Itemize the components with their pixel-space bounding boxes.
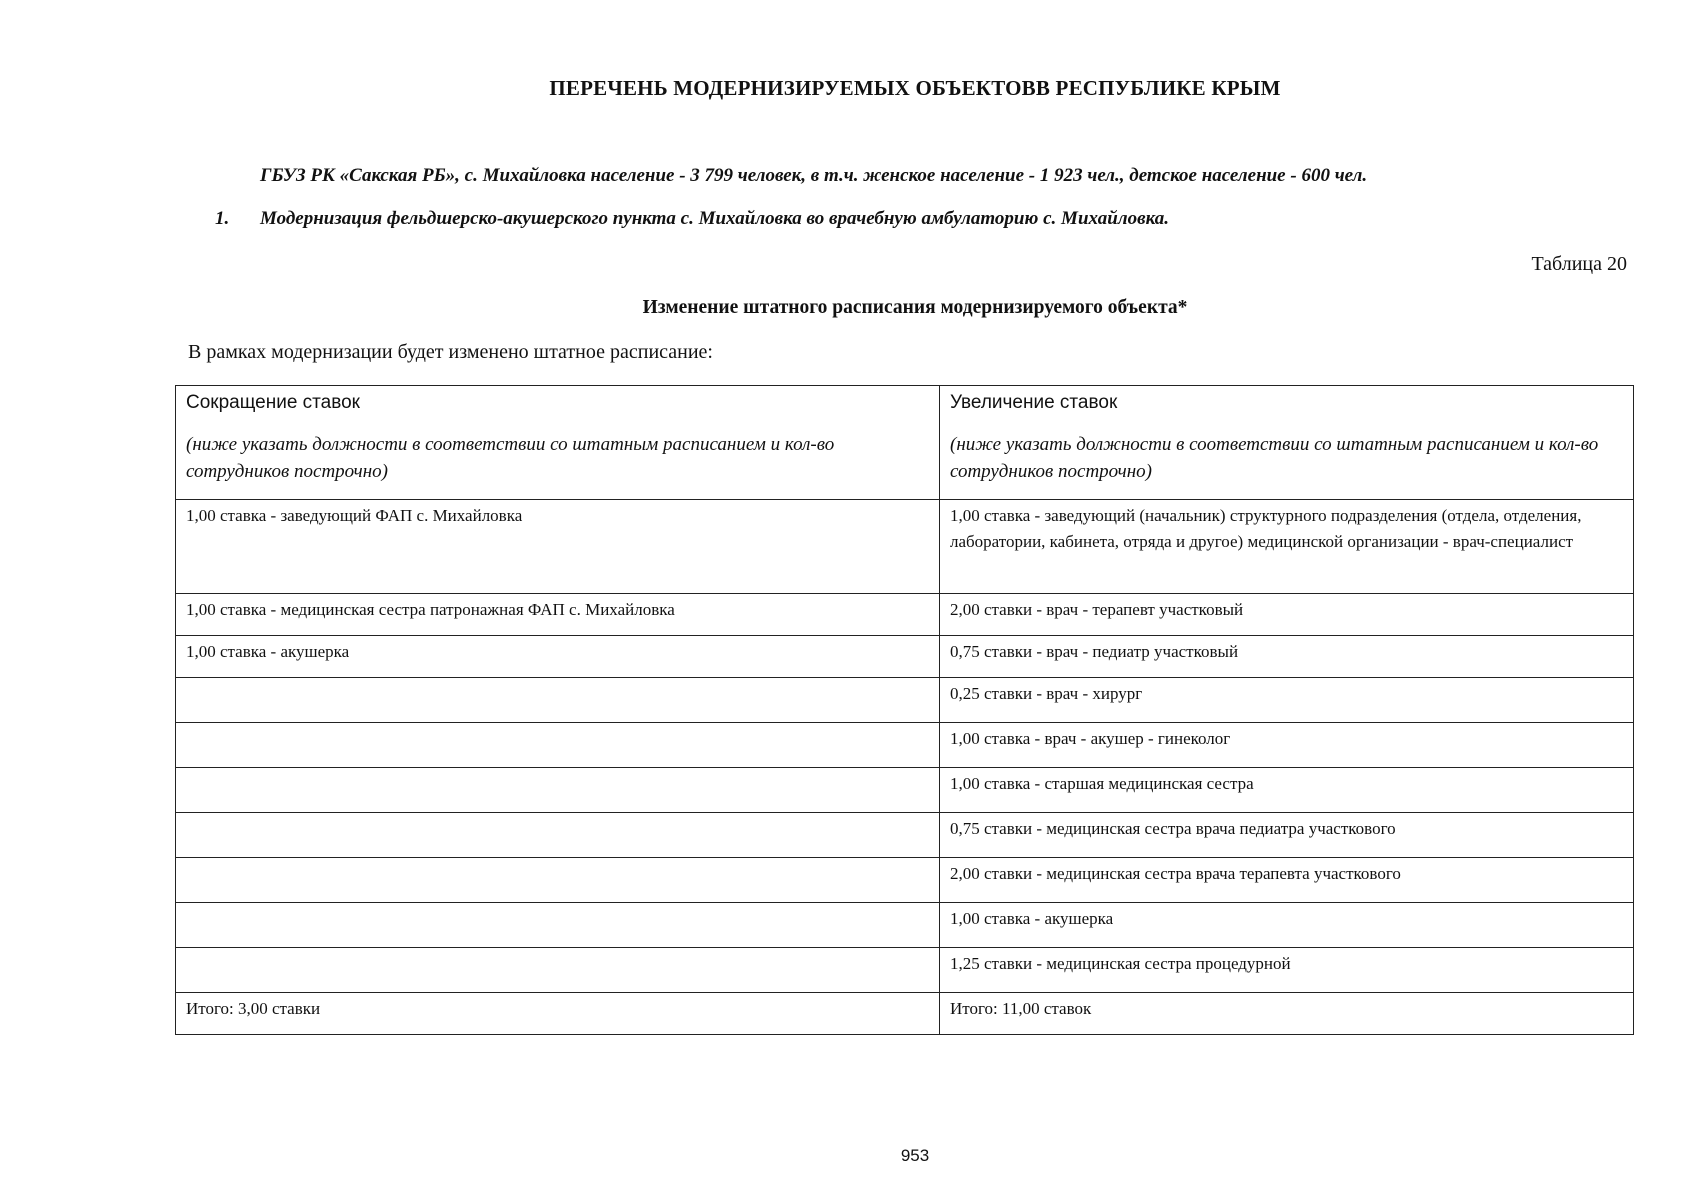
table-row — [176, 903, 1634, 948]
table-row — [176, 594, 1634, 636]
reduction-cell: 1,00 ставка - заведующий ФАП с. Михайловка — [176, 500, 940, 594]
increase-cell: 1,00 ставка - старшая медицинская сестра — [940, 768, 1634, 813]
increase-total: Итого: 11,00 ставок — [940, 993, 1634, 1035]
increase-cell: 2,00 ставки - врач - терапевт участковый — [940, 594, 1634, 636]
table-row — [176, 768, 1634, 813]
intro-text: В рамках модернизации будет изменено штатное расписание: — [188, 341, 713, 363]
table-row — [176, 858, 1634, 903]
table-caption: Изменение штатного расписания модернизируемого объекта* — [642, 297, 1188, 318]
increase-cell: 2,00 ставки - медицинская сестра врача терапевта участкового — [940, 858, 1634, 903]
organization-line: ГБУЗ РК «Сакская РБ», с. Михайловка население - 3 799 человек, в т.ч. женское население - 1 923 чел., детское население - 600 чел. — [260, 165, 1368, 186]
table-row — [176, 723, 1634, 768]
reduction-cell — [176, 723, 940, 768]
table-row — [176, 813, 1634, 858]
item-text: Модернизация фельдшерско-акушерского пункта с. Михайловка во врачебную амбулаторию с. Михайловка. — [260, 208, 1169, 229]
reduction-cell — [176, 858, 940, 903]
item-line — [215, 208, 1169, 230]
increase-cell: 0,75 ставки - медицинская сестра врача педиатра участкового — [940, 813, 1634, 858]
reduction-total: Итого: 3,00 ставки — [176, 993, 940, 1035]
table-row — [176, 948, 1634, 993]
page-number: 953 — [900, 1146, 930, 1165]
increase-cell: 1,00 ставка - заведующий (начальник) структурного подразделения (отдела, отделения, лаборатории, кабинета, отряда и другое) медицинской организации - врач-специалист — [940, 500, 1634, 594]
reduction-cell — [176, 903, 940, 948]
table-header-row — [176, 386, 1634, 500]
staffing-table — [175, 385, 1634, 1035]
item-number: 1. — [215, 208, 230, 229]
header-increase-cell — [940, 386, 1634, 500]
reduction-cell — [176, 813, 940, 858]
reduction-cell — [176, 678, 940, 723]
table-label: Таблица 20 — [1531, 253, 1627, 275]
increase-cell: 1,00 ставка - врач - акушер - гинеколог — [940, 723, 1634, 768]
header-reduction-cell — [176, 386, 940, 500]
increase-cell: 1,00 ставка - акушерка — [940, 903, 1634, 948]
header-reduction-title: Сокращение ставок — [186, 392, 360, 413]
reduction-cell: 1,00 ставка - медицинская сестра патронажная ФАП с. Михайловка — [176, 594, 940, 636]
reduction-cell — [176, 768, 940, 813]
reduction-cell — [176, 948, 940, 993]
header-increase-note: (ниже указать должности в соответствии со штатным расписанием и кол-во сотрудников построчно) — [950, 434, 1599, 482]
table-row — [176, 678, 1634, 723]
table-row — [176, 636, 1634, 678]
increase-cell: 0,25 ставки - врач - хирург — [940, 678, 1634, 723]
table-row — [176, 500, 1634, 594]
document-title: ПЕРЕЧЕНЬ МОДЕРНИЗИРУЕМЫХ ОБЪЕКТОВВ РЕСПУБЛИКЕ КРЫМ — [549, 76, 1281, 100]
header-increase-title: Увеличение ставок — [950, 392, 1118, 413]
increase-cell: 0,75 ставки - врач - педиатр участковый — [940, 636, 1634, 678]
increase-cell: 1,25 ставки - медицинская сестра процедурной — [940, 948, 1634, 993]
table-total-row — [176, 993, 1634, 1035]
reduction-cell: 1,00 ставка - акушерка — [176, 636, 940, 678]
header-reduction-note: (ниже указать должности в соответствии со штатным расписанием и кол-во сотрудников построчно) — [186, 434, 835, 482]
